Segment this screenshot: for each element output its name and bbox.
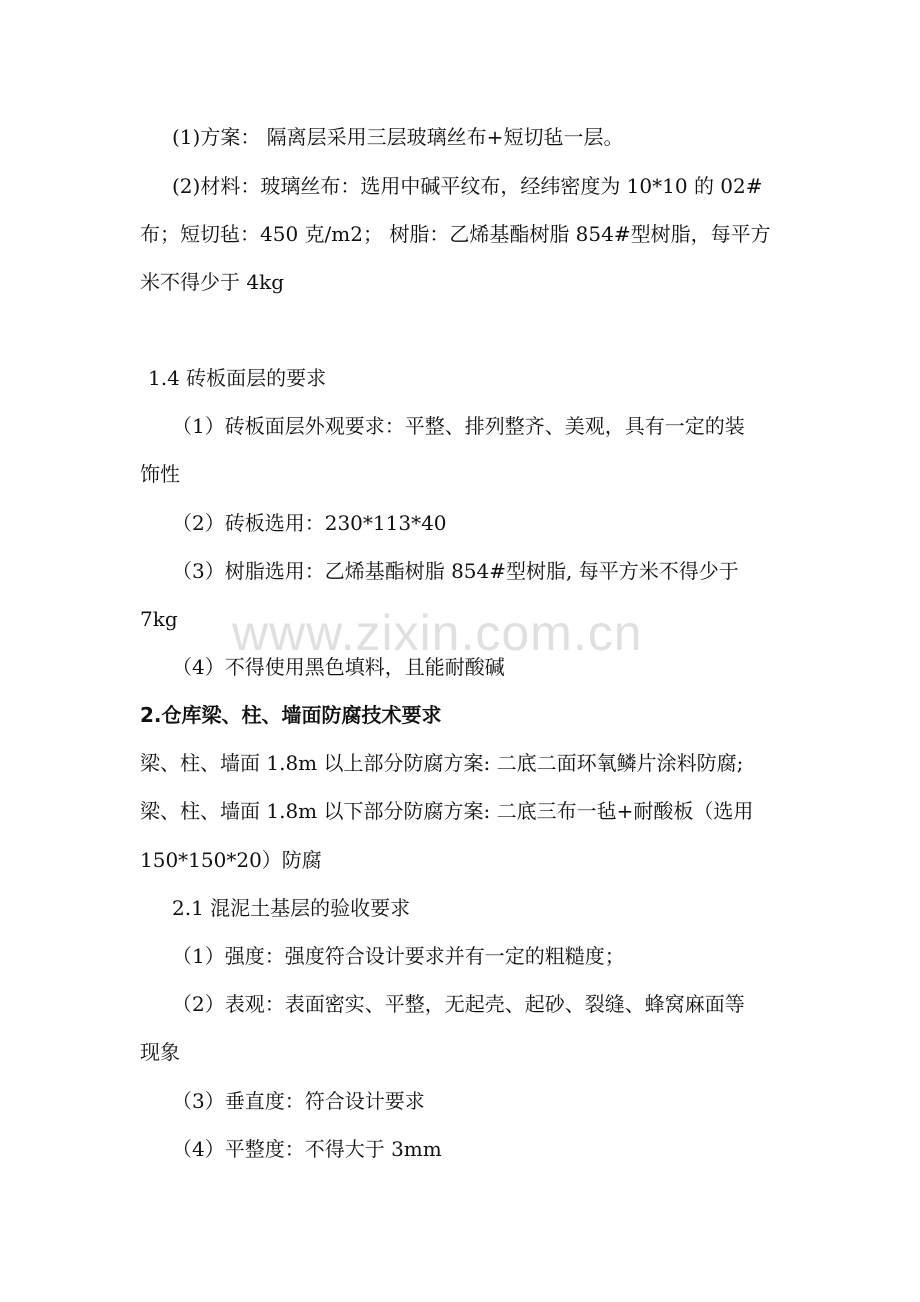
text-line-2: (2)材料：玻璃丝布：选用中碱平纹布，经纬密度为 10*10 的 02# bbox=[172, 174, 763, 198]
text-line-6: （1）砖板面层外观要求：平整、排列整齐、美观，具有一定的装 bbox=[172, 414, 745, 438]
text-line-20: （3）垂直度：符合设计要求 bbox=[172, 1089, 425, 1113]
text-line-3: 布；短切毡：450 克/m2； 树脂：乙烯基酯树脂 854#型树脂，每平方 bbox=[140, 222, 771, 246]
text-line-4: 米不得少于 4kg bbox=[140, 270, 285, 294]
text-line-11: （4）不得使用黑色填料，且能耐酸碱 bbox=[172, 655, 505, 679]
text-line-7: 饰性 bbox=[140, 462, 180, 486]
text-line-21: （4）平整度：不得大于 3mm bbox=[172, 1137, 442, 1161]
text-line-18: （2）表观：表面密实、平整，无起壳、起砂、裂缝、蜂窝麻面等 bbox=[172, 992, 745, 1016]
text-line-10: 7kg bbox=[140, 607, 178, 631]
text-line-13: 梁、柱、墙面 1.8m 以上部分防腐方案: 二底二面环氧鳞片涂料防腐; bbox=[140, 751, 744, 775]
text-line-9: （3）树脂选用：乙烯基酯树脂 854#型树脂, 每平方米不得少于 bbox=[172, 559, 739, 583]
section-heading-1-4: 1.4 砖板面层的要求 bbox=[148, 366, 327, 390]
text-line-15: 150*150*20）防腐 bbox=[140, 848, 322, 872]
watermark: www.zixin.com.cn bbox=[232, 605, 643, 661]
text-line-17: （1）强度：强度符合设计要求并有一定的粗糙度； bbox=[172, 944, 625, 968]
section-heading-2-1: 2.1 混泥土基层的验收要求 bbox=[172, 896, 411, 920]
text-line-19: 现象 bbox=[140, 1040, 180, 1064]
text-line-8: （2）砖板选用：230*113*40 bbox=[172, 511, 447, 535]
text-line-1: (1)方案： 隔离层采用三层玻璃丝布+短切毡一层。 bbox=[172, 125, 624, 149]
text-line-14: 梁、柱、墙面 1.8m 以下部分防腐方案: 二底三布一毡+耐酸板（选用 bbox=[140, 799, 754, 823]
section-heading-2: 2.仓库梁、柱、墙面防腐技术要求 bbox=[140, 703, 442, 727]
